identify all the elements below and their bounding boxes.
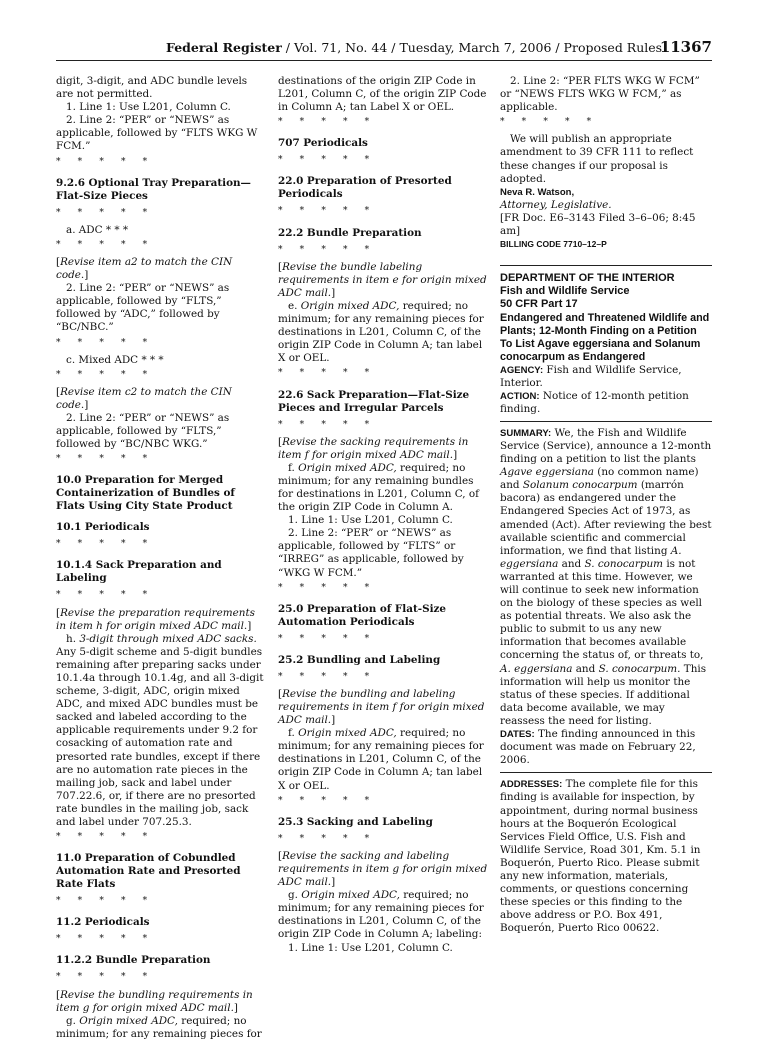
paragraph: g. Origin mixed ADC, required; no minimum; for any remaining pieces for destinations in L201, Column C, of the origin ZIP Code in Column A; labeling: <box>278 889 484 941</box>
billing-code: BILLING CODE 7710–12–P <box>500 239 607 250</box>
ellipsis-stars: * * * * * <box>278 671 370 682</box>
column-2 <box>278 75 490 955</box>
section-heading: 25.3 Sacking and Labeling <box>278 815 433 828</box>
ellipsis-stars: * * * * * <box>56 454 148 465</box>
ellipsis-stars: * * * * * <box>56 369 148 380</box>
paragraph: 2. Line 2: “PER” or “NEWS” as applicable, followed by “FLTS” or “IRREG” as applicable, followed by “WKG W FCM.” <box>278 527 464 579</box>
paragraph: destinations of the origin ZIP Code in L201, Column C, of the origin ZIP Code in Column A; tan Label X or OEL. <box>278 75 487 114</box>
instruction: [Revise the sacking requirements in item f for origin mixed ADC mail.] <box>278 435 469 461</box>
issue-info: / Vol. 71, No. 44 / Tuesday, March 7, 2006 / Proposed Rules <box>285 40 663 55</box>
ellipsis-stars: * * * * * <box>56 590 148 601</box>
column-1 <box>56 75 266 1041</box>
ellipsis-stars: * * * * * <box>56 207 148 218</box>
instruction: [Revise the bundling and labeling requirements in item f for origin mixed ADC mail.] <box>278 687 485 727</box>
ellipsis-stars: * * * * * <box>56 934 148 945</box>
ellipsis-stars: * * * * * <box>56 896 148 907</box>
divider <box>500 772 712 773</box>
paragraph: 1. Line 1: Use L201, Column C. <box>288 514 453 527</box>
rule-title: Endangered and Threatened Wildlife and Plants; 12-Month Finding on a Petition To List Agave eggersiana and Solanum conocarpum as Endangered <box>500 311 710 363</box>
ellipsis-stars: * * * * * <box>278 633 370 644</box>
section-heading: 25.2 Bundling and Labeling <box>278 653 441 666</box>
cfr-heading: 50 CFR Part 17 <box>500 298 578 311</box>
ellipsis-stars: * * * * * <box>56 832 148 843</box>
paragraph: h. 3-digit through mixed ADC sacks. Any 5-digit scheme and 5-digit bundles remaining after preparing sacks under 10.1.4a through 10.1.4g, and all 3-digit scheme, 3-digit, ADC, origin mixed ADC, and mixed ADC bundles must be sacked and labeled according to the applicable requirements under 9.2 for cosacking of automation rate and presorted rate bundles, except if there are no automation rate pieces in the mailing job, sack and label under 707.22.6, or, if there are no presorted rate bundles in the mailing job, sack and label under 707.25.3. <box>56 632 264 829</box>
paragraph: f. Origin mixed ADC, required; no minimum; for any remaining bundles for destinations in L201, Column C, of the origin ZIP Code in Column A. <box>278 461 479 514</box>
section-heading: 11.2.2 Bundle Preparation <box>56 954 211 967</box>
paragraph: digit, 3-digit, and ADC bundle levels are not permitted. <box>56 75 248 101</box>
section-heading: 22.2 Bundle Preparation <box>278 226 422 239</box>
ellipsis-stars: * * * * * <box>278 833 370 844</box>
instruction: [Revise item a2 to match the CIN code.] <box>56 255 233 282</box>
ellipsis-stars: * * * * * <box>56 337 148 348</box>
section-heading: 10.1.4 Sack Preparation and Labeling <box>56 559 222 585</box>
paragraph: c. Mixed ADC * * * <box>66 353 164 366</box>
ellipsis-stars: * * * * * <box>56 972 148 983</box>
section-heading: 707 Periodicals <box>278 137 368 150</box>
divider <box>500 265 712 266</box>
paragraph: 2. Line 2: “PER” or “NEWS” as applicable, followed by “FLTS WKG W FCM.” <box>56 114 258 153</box>
section-heading: 22.0 Preparation of Presorted Periodicals <box>278 175 452 201</box>
paragraph: a. ADC * * * <box>66 223 129 236</box>
ellipsis-stars: * * * * * <box>56 156 148 167</box>
paragraph: 1. Line 1: Use L201, Column C. <box>66 101 231 114</box>
paragraph: 2. Line 2: “PER” or “NEWS” as applicable, followed by “FLTS,” followed by “BC/NBC WKG.” <box>56 411 230 451</box>
section-heading: 22.6 Sack Preparation—Flat-Size Pieces and Irregular Parcels <box>278 388 470 414</box>
dates-paragraph: DATES: The finding announced in this document was made on February 22, 2006. <box>500 728 696 767</box>
action-line: ACTION: Notice of 12-month petition finding. <box>500 389 689 415</box>
paragraph: e. Origin mixed ADC, required; no minimum; for any remaining pieces for destinations in L201, Column C, of the origin ZIP Code in Column A; tan label X or OEL. <box>278 299 484 365</box>
section-heading: 11.2 Periodicals <box>56 916 150 929</box>
running-head <box>166 40 662 55</box>
ellipsis-stars: * * * * * <box>278 368 370 379</box>
ellipsis-stars: * * * * * <box>278 244 370 255</box>
publication-name: Federal Register <box>166 40 282 55</box>
section-heading: 10.0 Preparation for Merged Containerization of Bundles of Flats Using City State Product <box>56 474 235 513</box>
divider <box>500 421 712 422</box>
department-heading: DEPARTMENT OF THE INTERIOR <box>500 272 675 285</box>
section-heading: 9.2.6 Optional Tray Preparation—Flat-Size Pieces <box>56 176 251 202</box>
paragraph: f. Origin mixed ADC, required; no minimum; for any remaining pieces for destinations in L201, Column C, of the origin ZIP Code in Column A; tan label X or OEL. <box>278 727 484 792</box>
paragraph: We will publish an appropriate amendment to 39 CFR 111 to reflect these changes if our proposal is adopted. <box>500 133 694 185</box>
section-heading: 10.1 Periodicals <box>56 521 150 534</box>
section-heading: 11.0 Preparation of Cobundled Automation Rate and Presorted Rate Flats <box>56 852 241 891</box>
paragraph: 2. Line 2: “PER” or “NEWS” as applicable, followed by “FLTS,” followed by “ADC,” followed by “BC/NBC.” <box>56 282 230 334</box>
instruction: [Revise the sacking and labeling requirements in item g for origin mixed ADC mail.] <box>278 849 488 889</box>
ellipsis-stars: * * * * * <box>278 582 370 593</box>
fr-doc-line: [FR Doc. E6–3143 Filed 3–6–06; 8:45 am] <box>500 211 696 238</box>
instruction: [Revise the preparation requirements in item h for origin mixed ADC mail.] <box>56 606 255 632</box>
ellipsis-stars: * * * * * <box>278 419 370 430</box>
paragraph: 2. Line 2: “PER FLTS WKG W FCM” or “NEWS FLTS WKG W FCM,” as applicable. <box>500 75 700 114</box>
instruction: [Revise the bundle labeling requirements in item e for origin mixed ADC mail.] <box>278 260 487 299</box>
ellipsis-stars: * * * * * <box>56 239 148 250</box>
ellipsis-stars: * * * * * <box>56 539 148 550</box>
page-number: 11367 <box>659 38 712 56</box>
addresses-paragraph: ADDRESSES: The complete file for this finding is available for inspection, by appointment, during normal business hours at the Boquerón Ecological Services Field Office, U.S. Fish and Wildlife Service, Road 301, Km. 5.1 in Boquerón, Puerto Rico. Please submit any new information, materials, comments, or questions concerning these species or this finding to the above address or P.O. Box 491, Boquerón, Puerto Rico 00622. <box>500 778 701 935</box>
ellipsis-stars: * * * * * <box>500 117 592 128</box>
ellipsis-stars: * * * * * <box>278 155 370 166</box>
column-3 <box>500 75 712 935</box>
ellipsis-stars: * * * * * <box>278 795 370 806</box>
ellipsis-stars: * * * * * <box>278 117 370 128</box>
signer-name: Neva R. Watson, <box>500 186 575 198</box>
agency-line: AGENCY: Fish and Wildlife Service, Interior. <box>500 363 682 389</box>
page-header <box>56 38 712 61</box>
paragraph: 1. Line 1: Use L201, Column C. <box>288 941 453 954</box>
ellipsis-stars: * * * * * <box>278 206 370 217</box>
summary-paragraph: SUMMARY: We, the Fish and Wildlife Service (Service), announce a 12-month finding on a petition to list the plants Agave eggersiana (no common name) and Solanum conocarpum (marrón bacora) as endangered under the Endangered Species Act of 1973, as amended (Act). After reviewing the best available scientific and commercial information, we find that listing A. eggersiana and S. conocarpum is not warranted at this time. However, we will continue to seek new information on the biology of these species as well as potential threats. We also ask the public to submit to us any new information that becomes available concerning the status of, or threats to, A. eggersiana and S. conocarpum. This information will help us monitor the status of these species. If additional data become available, we may reassess the need for listing. <box>500 426 712 727</box>
instruction: [Revise item c2 to match the CIN code.] <box>56 385 232 411</box>
instruction: [Revise the bundling requirements in item g for origin mixed ADC mail.] <box>56 988 253 1014</box>
agency-heading: Fish and Wildlife Service <box>500 285 630 298</box>
section-heading: 25.0 Preparation of Flat-Size Automation Periodicals <box>278 602 447 628</box>
paragraph: g. Origin mixed ADC, required; no minimum; for any remaining pieces for <box>56 1014 262 1040</box>
signer-title: Attorney, Legislative. <box>500 198 612 211</box>
